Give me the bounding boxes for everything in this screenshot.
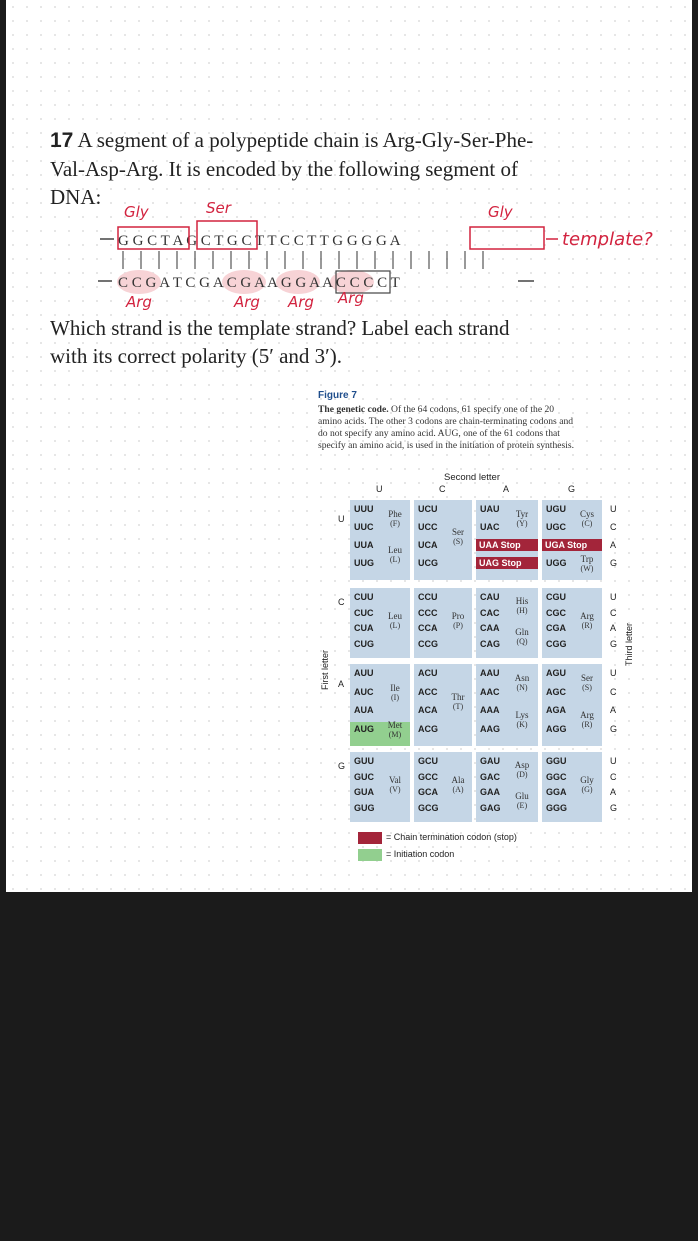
- third-letter-heading: Third letter: [624, 622, 634, 666]
- codon-gug: GUG: [354, 802, 375, 813]
- third-letter-u: U: [610, 504, 617, 514]
- codon-aag: AAG: [480, 723, 500, 734]
- codon-aau: AAU: [480, 668, 500, 678]
- question-line-3: DNA:: [50, 185, 102, 209]
- first-letter-g: G: [338, 761, 346, 771]
- amino-acid-pro: Pro (P): [451, 611, 465, 631]
- amino-acid-arg: Arg (R): [580, 611, 594, 631]
- codon-uug: UUG: [354, 558, 374, 568]
- amino-acid-lys: Lys (K): [515, 710, 529, 730]
- codon-guc: GUC: [354, 771, 374, 782]
- third-letter-g: G: [610, 723, 618, 734]
- third-letter-c: C: [610, 522, 617, 532]
- first-letter-a: A: [338, 679, 345, 689]
- third-letter-c: C: [610, 771, 617, 782]
- label-gly: Gly: [124, 203, 149, 221]
- amino-acid-cys: Cys (C): [579, 509, 594, 528]
- third-letter-g: G: [610, 558, 618, 568]
- codon-uuc: UUC: [354, 522, 374, 532]
- codon-acg: ACG: [418, 723, 438, 734]
- codon-gaa: GAA: [480, 787, 500, 797]
- codon-uuu: UUU: [354, 504, 374, 514]
- amino-acid-met: Met (M): [387, 719, 403, 739]
- amino-acid-ser: Ser (S): [452, 527, 464, 546]
- third-letter-c: C: [610, 607, 617, 618]
- codon-auc: AUC: [354, 686, 374, 697]
- top-strand-text: G G C T A G C T G C T T C C T T G G G G A: [118, 233, 401, 249]
- label-arg-2: Arg: [234, 293, 260, 311]
- question-text-1: A segment of a polypeptide chain is Arg-Gly-Ser-Phe-: [77, 128, 534, 152]
- amino-acid-gln: Gln (Q): [515, 626, 529, 646]
- codon-acu: ACU: [418, 668, 438, 678]
- codon-cug: CUG: [354, 638, 374, 649]
- label-ser: Ser: [206, 199, 231, 217]
- codon-aac: AAC: [480, 686, 500, 697]
- amino-acid-leu: Leu (L): [388, 545, 402, 564]
- codon-ggc: GGC: [546, 771, 567, 782]
- codon-auu: AUU: [354, 668, 374, 678]
- codon-ucg: UCG: [418, 558, 438, 568]
- second-letter-u: U: [376, 484, 383, 494]
- amino-acid-phe: Phe (F): [388, 509, 402, 528]
- legend-init-swatch: [358, 849, 382, 861]
- amino-acid-ala: Ala (A): [451, 775, 465, 795]
- codon-gca: GCA: [418, 787, 438, 797]
- codon-ggg: GGG: [546, 802, 568, 813]
- codon-gua: GUA: [354, 787, 374, 797]
- amino-acid-thr: Thr (T): [451, 691, 465, 711]
- amino-acid-trp: Trp (W): [580, 554, 594, 573]
- codon-cau: CAU: [480, 592, 500, 602]
- codon-agu: AGU: [546, 668, 566, 678]
- codon-uua: UUA: [354, 540, 374, 550]
- caption-line-4: specify an amino acid, is used in the initiation of protein synthesis.: [318, 440, 575, 451]
- third-letter-g: G: [610, 638, 618, 649]
- codon-ucu: UCU: [418, 504, 438, 514]
- codon-cag: CAG: [480, 638, 500, 649]
- codon-aca: ACA: [418, 705, 438, 715]
- third-letter-g: G: [610, 802, 618, 813]
- second-letter-a: A: [503, 484, 510, 494]
- codon-ugg: UGG: [546, 558, 567, 568]
- question-line-5: with its correct polarity (5′ and 3′).: [50, 344, 343, 368]
- codon-cuc: CUC: [354, 607, 374, 618]
- amino-acid-asn: Asn (N): [514, 673, 530, 693]
- codon-uac: UAC: [480, 522, 500, 532]
- codon-guu: GUU: [354, 756, 374, 766]
- codon-aga: AGA: [546, 705, 566, 715]
- legend-stop-swatch: [358, 832, 382, 844]
- codon-agc: AGC: [546, 686, 566, 697]
- third-letter-u: U: [610, 756, 617, 766]
- figure-label: Figure 7: [318, 390, 357, 401]
- amino-acid-his: His (H): [515, 595, 529, 615]
- amino-acid-leu: Leu (L): [388, 611, 402, 631]
- amino-acid-val: Val (V): [389, 775, 401, 795]
- label-gly-right: Gly: [488, 203, 513, 221]
- amino-acid-glu: Glu (E): [515, 790, 529, 810]
- label-arg-4: Arg: [338, 289, 364, 307]
- caption-line-1: Of the 64 codons, 61 specify one of the 20: [391, 404, 555, 415]
- codon-agg: AGG: [546, 723, 567, 734]
- third-letter-a: A: [610, 705, 617, 715]
- codon-gcc: GCC: [418, 771, 438, 782]
- codon-ggu: GGU: [546, 756, 567, 766]
- codon-caa: CAA: [480, 623, 500, 633]
- question-number: 17: [50, 129, 74, 152]
- codon-cca: CCA: [418, 623, 438, 633]
- codon-cua: CUA: [354, 623, 374, 633]
- amino-acid-ser: Ser (S): [581, 673, 593, 693]
- codon-gcu: GCU: [418, 756, 438, 766]
- amino-acid-gly: Gly (G): [580, 775, 594, 795]
- caption-line-3: do not specify any amino acid. AUG, one of the 61 codons that: [318, 428, 560, 439]
- codon-gga: GGA: [546, 787, 567, 797]
- worksheet-page: [6, 0, 692, 892]
- bottom-strand-text: C C G A T C G A C G A A G G A A C C C C T: [118, 275, 400, 291]
- first-letter-c: C: [338, 597, 345, 607]
- second-letter-g: G: [568, 484, 576, 494]
- codon-aua: AUA: [354, 705, 374, 715]
- amino-acid-ile: Ile (I): [390, 682, 400, 702]
- second-letter-heading: Second letter: [444, 472, 500, 483]
- codon-ucc: UCC: [418, 522, 438, 532]
- stop-codon: UAG Stop: [476, 557, 538, 569]
- caption-title: The genetic code.: [318, 404, 389, 415]
- stop-codon: UAA Stop: [476, 539, 538, 551]
- codon-aaa: AAA: [480, 705, 500, 715]
- codon-ccu: CCU: [418, 592, 438, 602]
- codon-ugc: UGC: [546, 522, 566, 532]
- first-letter-u: U: [338, 514, 345, 524]
- third-letter-a: A: [610, 623, 617, 633]
- codon-acc: ACC: [418, 686, 438, 697]
- genetic-code-table: Second letter First letter Third letter U C A G U UUU UUC UUA UUG Phe (F) Leu (L) UCU UCC UCA UCG Ser (S) UAU UAC UAA Stop UAG Stop Tyr (Y) UGU UGC UGG UGA Stop Cys (C) Trp (W) U C A G C CUU CUC CUA CUG Leu (L) CCU CCC CCA CCG Pro (P) CAU CAC CAA CAG His (H) Gln (Q) CGU CGC CGA CGG Arg (R) U C A G A AUU AUC AUA AUG Ile (I) Met (M) ACU ACC ACA ACG Thr (T) AAU AAC AAA AAG Asn (N) Lys (K) AGU AGC AGA AGG Ser (S) Arg (R) U C A G G GUU GUC GUA GUG Val (V) GCU GCC GCA GCG Ala (A) GAU GAC GAA GAG Asp (D) Glu (E) GGU GGC GGA GGG Gly (G) U C A G: [6, 0, 692, 892]
- codon-gag: GAG: [480, 802, 501, 813]
- caption-line-2: amino acids. The other 3 codons are chain-terminating codons and: [318, 416, 574, 427]
- third-letter-a: A: [610, 540, 617, 550]
- third-letter-u: U: [610, 668, 617, 678]
- amino-acid-asp: Asp (D): [514, 759, 530, 779]
- codon-uca: UCA: [418, 540, 438, 550]
- codon-cga: CGA: [546, 623, 566, 633]
- codon-gcg: GCG: [418, 802, 439, 813]
- legend-stop-text: = Chain termination codon (stop): [386, 832, 517, 842]
- label-arg-3: Arg: [288, 293, 314, 311]
- question-line-2: Val-Asp-Arg. It is encoded by the following segment of: [50, 157, 518, 181]
- label-template-question: template?: [562, 229, 653, 250]
- codon-cgc: CGC: [546, 607, 566, 618]
- codon-ccg: CCG: [418, 638, 438, 649]
- codon-ccc: CCC: [418, 607, 438, 618]
- third-letter-c: C: [610, 686, 617, 697]
- codon-gau: GAU: [480, 756, 500, 766]
- codon-cuu: CUU: [354, 592, 374, 602]
- stop-codon: UGA Stop: [542, 539, 602, 551]
- amino-acid-tyr: Tyr (Y): [515, 509, 529, 528]
- codon-ugu: UGU: [546, 504, 566, 514]
- third-letter-u: U: [610, 592, 617, 602]
- legend-init-text: = Initiation codon: [386, 849, 455, 859]
- codon-cgg: CGG: [546, 638, 567, 649]
- codon-uau: UAU: [480, 504, 500, 514]
- codon-aug: AUG: [354, 723, 374, 734]
- amino-acid-arg: Arg (R): [580, 710, 594, 730]
- third-letter-a: A: [610, 787, 617, 797]
- codon-cac: CAC: [480, 607, 500, 618]
- question-line-4: Which strand is the template strand? Label each strand: [50, 316, 510, 340]
- label-arg-1: Arg: [126, 293, 152, 311]
- codon-cgu: CGU: [546, 592, 566, 602]
- second-letter-c: C: [439, 484, 446, 494]
- codon-gac: GAC: [480, 771, 500, 782]
